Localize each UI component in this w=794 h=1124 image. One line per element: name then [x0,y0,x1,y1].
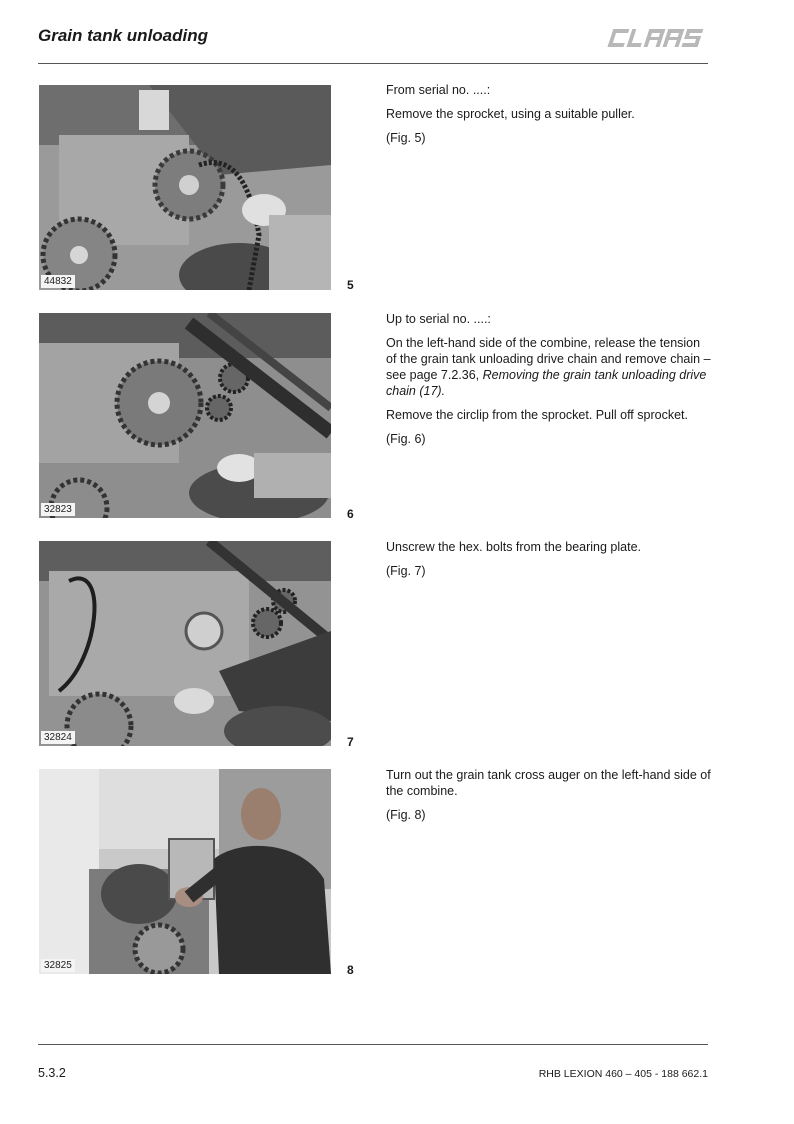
section-fig5-instruction: Remove the sprocket, using a suitable puller. [386,107,635,121]
figure-8-label: 32825 [41,959,75,972]
section-fig6-instruction-text: On the left-hand side of the combine, release the tension of the grain tank unloading drive chain and remove chain – see page 7.2.36, [386,336,711,382]
section-fig6-text [386,311,712,455]
section-fig7-text [386,539,712,587]
header-divider [38,63,708,64]
figure-5-photo [39,85,331,290]
section-fig5-text [386,82,712,154]
section-fig5-reference: (Fig. 5) [386,131,426,145]
section-fig6-instruction [386,335,712,399]
figure-8-number: 8 [347,963,354,977]
figure-7-photo [39,541,331,746]
figure-5-number: 5 [347,278,354,292]
section-fig7-reference: (Fig. 7) [386,564,426,578]
section-fig8-reference: (Fig. 8) [386,808,426,822]
page-number: 5.3.2 [38,1066,66,1080]
section-fig8-instruction: Turn out the grain tank cross auger on the left-hand side of the combine. [386,768,711,798]
section-fig6-circlip: Remove the circlip from the sprocket. Pull off sprocket. [386,408,688,422]
claas-logo [604,27,708,49]
page-title: Grain tank unloading [38,26,209,45]
document-reference: RHB LEXION 460 – 405 - 188 662.1 [538,1068,708,1080]
section-fig8-text [386,767,712,831]
figure-7-number: 7 [347,735,354,749]
figure-6-label: 32823 [41,503,75,516]
figure-7-label: 32824 [41,731,75,744]
section-fig7-instruction: Unscrew the hex. bolts from the bearing plate. [386,540,641,554]
figure-5-label: 44832 [41,275,75,288]
figure-8-photo [39,769,331,974]
figure-6-number: 6 [347,507,354,521]
footer-divider [38,1044,708,1045]
figure-6-photo [39,313,331,518]
section-fig5-serial: From serial no. ....: [386,83,491,97]
section-fig6-reference: (Fig. 6) [386,432,426,446]
section-fig6-instruction-link: Removing the grain tank unloading drive chain (17). [386,368,707,398]
section-fig6-serial: Up to serial no. ....: [386,312,491,326]
